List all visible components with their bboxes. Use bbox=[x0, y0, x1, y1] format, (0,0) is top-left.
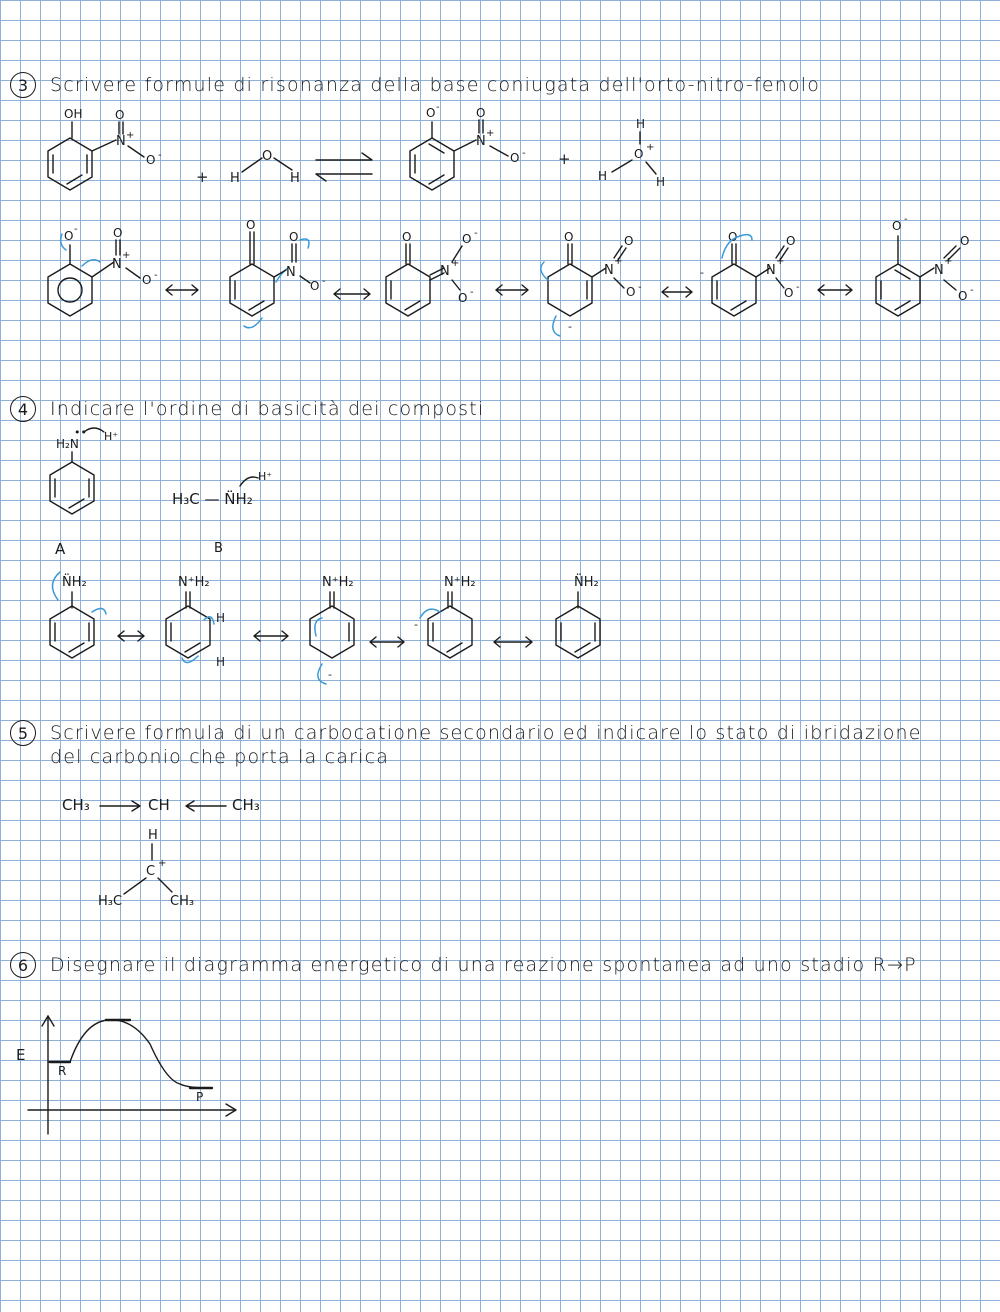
svg-text:H: H bbox=[230, 171, 240, 186]
svg-text:N: N bbox=[286, 265, 296, 280]
carbocation-ch3-right: CH₃ bbox=[232, 796, 260, 814]
svg-text:O: O bbox=[564, 230, 574, 244]
svg-text:O: O bbox=[289, 230, 299, 244]
svg-text:+: + bbox=[614, 256, 623, 267]
svg-text:H₂N: H₂N bbox=[56, 437, 79, 451]
svg-text:-: - bbox=[414, 618, 418, 631]
carbocation-ch3-left: CH₃ bbox=[62, 796, 90, 814]
reactant-label: R bbox=[58, 1064, 67, 1078]
svg-text:O: O bbox=[624, 234, 634, 248]
svg-text:-: - bbox=[436, 102, 440, 113]
svg-text:H⁺: H⁺ bbox=[104, 430, 119, 443]
carbocation-c: C bbox=[146, 864, 156, 879]
svg-text:+: + bbox=[776, 256, 785, 267]
section-6-number: 6 bbox=[10, 952, 36, 978]
svg-text:+: + bbox=[944, 256, 953, 267]
energy-axis-label: E bbox=[16, 1046, 26, 1064]
svg-text:N⁺H₂: N⁺H₂ bbox=[322, 575, 354, 590]
nitro-n: N bbox=[116, 134, 126, 149]
svg-text:+: + bbox=[646, 142, 655, 153]
svg-text:H⁺: H⁺ bbox=[258, 470, 273, 483]
benzene-ring bbox=[48, 138, 92, 190]
svg-text:O: O bbox=[146, 153, 156, 167]
svg-text:-: - bbox=[470, 287, 474, 298]
svg-text:+: + bbox=[486, 128, 495, 139]
svg-text:+: + bbox=[158, 858, 167, 869]
svg-text:H: H bbox=[290, 171, 300, 186]
section-5-question: Scrivere formula di un carbocatione secondario ed indicare lo stato di ibridazione bbox=[50, 722, 922, 744]
svg-text:H: H bbox=[216, 655, 226, 669]
svg-text:N⁺H₂: N⁺H₂ bbox=[444, 575, 476, 590]
svg-text:O: O bbox=[476, 106, 486, 120]
carbocation-ch: CH bbox=[148, 796, 170, 814]
svg-text:O: O bbox=[402, 230, 412, 244]
svg-text:O: O bbox=[960, 234, 970, 248]
svg-text:N: N bbox=[112, 257, 122, 272]
svg-text:O: O bbox=[426, 106, 436, 120]
svg-text:H: H bbox=[216, 611, 226, 625]
svg-text:-: - bbox=[322, 276, 326, 287]
svg-text:-: - bbox=[158, 150, 162, 161]
svg-text:O: O bbox=[246, 218, 256, 232]
svg-text:N⁺H₂: N⁺H₂ bbox=[178, 575, 210, 590]
svg-text:H: H bbox=[636, 117, 646, 131]
svg-text:-: - bbox=[328, 668, 332, 681]
svg-text:O: O bbox=[310, 279, 320, 293]
svg-text:O: O bbox=[626, 285, 636, 299]
svg-text:-: - bbox=[700, 266, 704, 279]
svg-text:O: O bbox=[510, 151, 520, 165]
svg-text:H: H bbox=[656, 175, 666, 189]
svg-text:O: O bbox=[892, 219, 902, 233]
svg-text:N̈H₂: N̈H₂ bbox=[574, 575, 599, 590]
svg-text:O: O bbox=[958, 289, 968, 303]
svg-text:O: O bbox=[115, 108, 125, 122]
svg-text:-: - bbox=[522, 148, 526, 159]
svg-text:-: - bbox=[154, 270, 158, 281]
section-3-number: 3 bbox=[10, 72, 36, 98]
section-3-question: Scrivere formule di risonanza della base coniugata dell'orto-nitro-fenolo bbox=[50, 74, 821, 96]
svg-text:N: N bbox=[476, 134, 486, 149]
product-label: P bbox=[196, 1090, 204, 1104]
section-5-question-cont: del carbonio che porta la carica bbox=[50, 746, 390, 768]
svg-text:O: O bbox=[113, 226, 123, 240]
carbocation-ch3: CH₃ bbox=[170, 894, 195, 909]
carbocation-h: H bbox=[148, 828, 158, 843]
svg-text:H: H bbox=[598, 169, 608, 183]
svg-text:N: N bbox=[440, 264, 450, 279]
section-4-number: 4 bbox=[10, 396, 36, 422]
compound-label-a: A bbox=[55, 540, 66, 558]
section-4-question: Indicare l'ordine di basicità dei composti bbox=[50, 398, 485, 420]
svg-text:-: - bbox=[638, 282, 642, 293]
svg-text:N̈H₂: N̈H₂ bbox=[62, 575, 87, 590]
section-6-question: Disegnare il diagramma energetico di una reazione spontanea ad uno stadio R→P bbox=[50, 954, 917, 976]
carbocation-h3c: H₃C bbox=[98, 894, 123, 909]
svg-text:N: N bbox=[934, 263, 944, 278]
svg-text:O: O bbox=[634, 147, 644, 161]
svg-text:+: + bbox=[122, 250, 131, 261]
compound-label-b: B bbox=[214, 541, 223, 556]
svg-text:O: O bbox=[64, 229, 74, 243]
section-5-number: 5 bbox=[10, 720, 36, 746]
svg-text:+: + bbox=[451, 258, 460, 269]
svg-text:+: + bbox=[558, 150, 571, 168]
svg-text:O: O bbox=[142, 273, 152, 287]
oh-group: OH bbox=[64, 107, 83, 121]
svg-text:O: O bbox=[784, 286, 794, 300]
svg-text:O: O bbox=[462, 232, 472, 246]
svg-text:+: + bbox=[196, 168, 209, 186]
svg-text:-: - bbox=[970, 285, 974, 296]
methylamine-formula: H₃C — N̈H₂ bbox=[172, 490, 253, 508]
svg-text:-: - bbox=[474, 228, 478, 239]
svg-text:O: O bbox=[786, 234, 796, 248]
svg-text:-: - bbox=[568, 320, 572, 333]
svg-text:O: O bbox=[458, 291, 468, 305]
svg-text:N: N bbox=[766, 263, 776, 278]
svg-text:O: O bbox=[728, 230, 738, 244]
svg-text:-: - bbox=[74, 224, 78, 235]
svg-text:O: O bbox=[262, 149, 273, 164]
svg-text:••: •• bbox=[74, 426, 87, 439]
svg-text:N: N bbox=[604, 263, 614, 278]
svg-text:-: - bbox=[796, 282, 800, 293]
svg-text:-: - bbox=[904, 214, 908, 225]
svg-text:+: + bbox=[126, 130, 135, 141]
